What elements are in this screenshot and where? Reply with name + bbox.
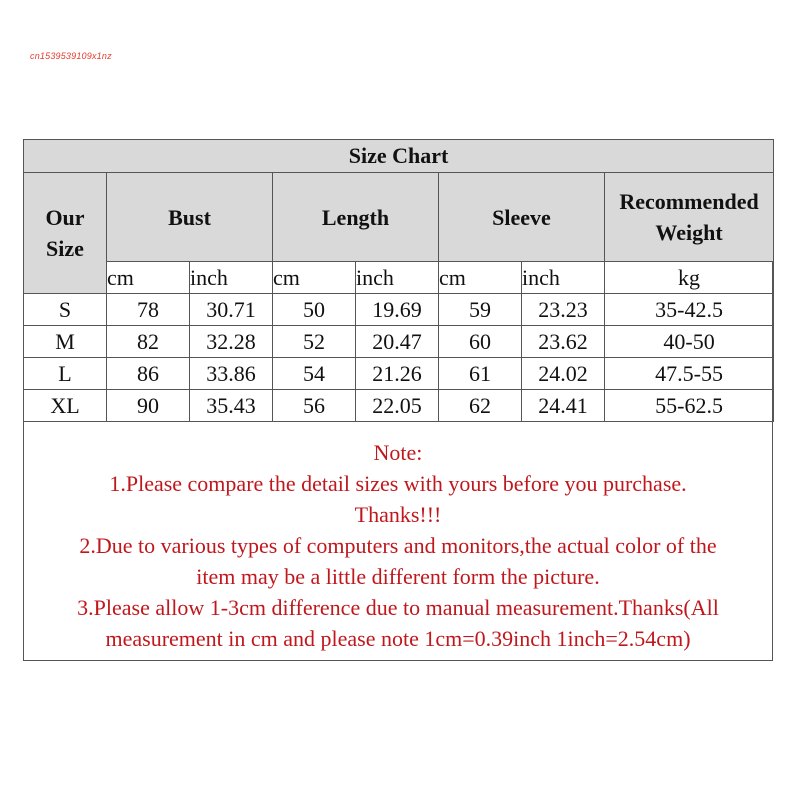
note-line: measurement in cm and please note 1cm=0.39inch 1inch=2.54cm) bbox=[105, 626, 691, 651]
length-cm-cell: 50 bbox=[273, 294, 356, 326]
unit-sleeve-cm: cm bbox=[439, 262, 522, 294]
bust-inch-cell: 32.28 bbox=[190, 326, 273, 358]
unit-bust-cm: cm bbox=[107, 262, 190, 294]
bust-cm-cell: 78 bbox=[107, 294, 190, 326]
bust-inch-cell: 30.71 bbox=[190, 294, 273, 326]
header-bust: Bust bbox=[107, 173, 273, 262]
header-our-size-line1: Our bbox=[45, 205, 85, 230]
weight-cell: 40-50 bbox=[605, 326, 774, 358]
size-cell: S bbox=[24, 294, 107, 326]
header-weight-line1: Recommended bbox=[619, 189, 759, 214]
chart-title: Size Chart bbox=[24, 140, 774, 173]
watermark-text: cn1539539109x1nz bbox=[30, 51, 112, 61]
note-line: 3.Please allow 1-3cm difference due to manual measurement.Thanks(All bbox=[77, 595, 719, 620]
bust-cm-cell: 90 bbox=[107, 390, 190, 422]
length-cm-cell: 56 bbox=[273, 390, 356, 422]
sleeve-inch-cell: 23.62 bbox=[522, 326, 605, 358]
size-cell: M bbox=[24, 326, 107, 358]
bust-cm-cell: 86 bbox=[107, 358, 190, 390]
size-cell: XL bbox=[24, 390, 107, 422]
table-row-xl bbox=[24, 390, 774, 422]
length-inch-cell: 20.47 bbox=[356, 326, 439, 358]
table-row-m bbox=[24, 326, 774, 358]
length-inch-cell: 19.69 bbox=[356, 294, 439, 326]
sleeve-inch-cell: 24.02 bbox=[522, 358, 605, 390]
title-row bbox=[24, 140, 774, 173]
length-cm-cell: 52 bbox=[273, 326, 356, 358]
note-line: item may be a little different form the picture. bbox=[196, 564, 600, 589]
unit-sleeve-inch: inch bbox=[522, 262, 605, 294]
unit-bust-inch: inch bbox=[190, 262, 273, 294]
header-our-size-line2: Size bbox=[46, 236, 84, 261]
header-our-size bbox=[24, 173, 107, 294]
size-chart-table bbox=[23, 139, 774, 422]
table-row-l bbox=[24, 358, 774, 390]
note-heading: Note: bbox=[373, 440, 423, 465]
table-row-s bbox=[24, 294, 774, 326]
note-line: 1.Please compare the detail sizes with yours before you purchase. bbox=[109, 471, 687, 496]
bust-inch-cell: 35.43 bbox=[190, 390, 273, 422]
length-inch-cell: 21.26 bbox=[356, 358, 439, 390]
header-sleeve: Sleeve bbox=[439, 173, 605, 262]
weight-cell: 35-42.5 bbox=[605, 294, 774, 326]
length-cm-cell: 54 bbox=[273, 358, 356, 390]
header-recommended-weight bbox=[605, 173, 774, 262]
header-weight-line2: Weight bbox=[655, 220, 723, 245]
sleeve-cm-cell: 60 bbox=[439, 326, 522, 358]
unit-row bbox=[24, 262, 774, 294]
header-length: Length bbox=[273, 173, 439, 262]
note-line: Thanks!!! bbox=[354, 502, 442, 527]
length-inch-cell: 22.05 bbox=[356, 390, 439, 422]
weight-cell: 47.5-55 bbox=[605, 358, 774, 390]
sleeve-cm-cell: 61 bbox=[439, 358, 522, 390]
sleeve-cm-cell: 62 bbox=[439, 390, 522, 422]
note-section bbox=[23, 437, 773, 654]
bust-cm-cell: 82 bbox=[107, 326, 190, 358]
size-cell: L bbox=[24, 358, 107, 390]
sleeve-cm-cell: 59 bbox=[439, 294, 522, 326]
unit-length-cm: cm bbox=[273, 262, 356, 294]
sleeve-inch-cell: 24.41 bbox=[522, 390, 605, 422]
header-row bbox=[24, 173, 774, 262]
unit-length-inch: inch bbox=[356, 262, 439, 294]
weight-cell: 55-62.5 bbox=[605, 390, 774, 422]
note-line: 2.Due to various types of computers and monitors,the actual color of the bbox=[79, 533, 717, 558]
unit-weight-kg: kg bbox=[605, 262, 774, 294]
bust-inch-cell: 33.86 bbox=[190, 358, 273, 390]
sleeve-inch-cell: 23.23 bbox=[522, 294, 605, 326]
